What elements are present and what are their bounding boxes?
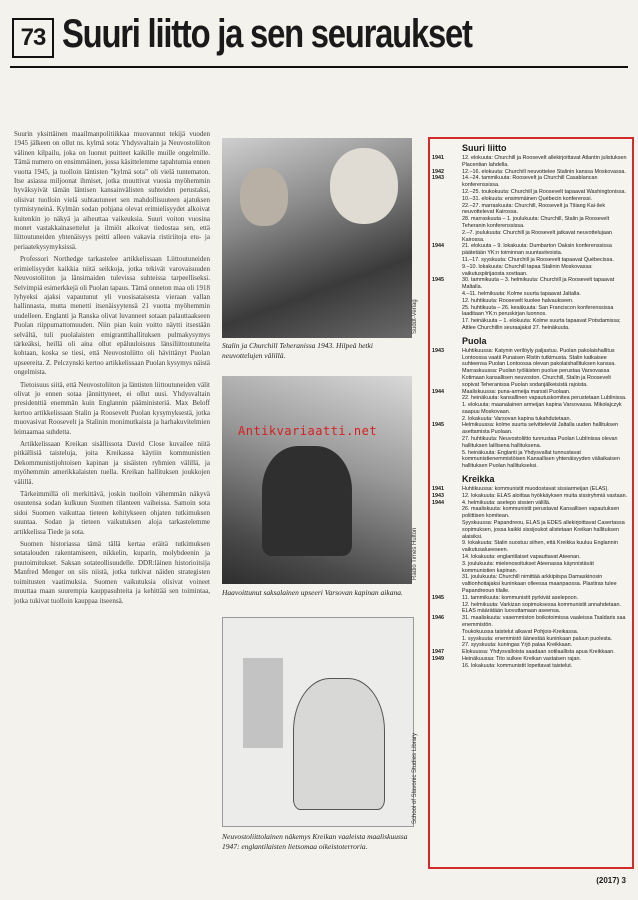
timeline-event bbox=[430, 389, 632, 396]
timeline-event bbox=[430, 264, 632, 278]
timeline-text: 17. heinäkuuta – 1. elokuuta: Kolme suurta tapaavat Potsdamissa; Attlee Churchillin seuraajaksi 27. heinäkuuta. bbox=[462, 318, 621, 331]
timeline-year bbox=[432, 402, 462, 416]
timeline-event bbox=[430, 506, 632, 520]
timeline-year: 1942 bbox=[432, 168, 444, 175]
timeline-event bbox=[430, 486, 632, 493]
timeline-event bbox=[430, 615, 632, 629]
timeline-year bbox=[432, 436, 462, 450]
timeline-event bbox=[430, 368, 632, 388]
timeline-year bbox=[432, 257, 462, 264]
timeline-text: 1. elokuuta: maanalainen armeijan kapina Varsovassa. Mikołajczyk saapuu Moskovaan. bbox=[462, 402, 622, 415]
timeline-year: 1944 bbox=[432, 388, 444, 395]
timeline-event bbox=[430, 230, 632, 244]
timeline-year bbox=[432, 203, 462, 217]
timeline-text: Huhtikuussa: Katynin verilöyly paljastuu. Puolan pakolaishallitus Lontoossa vaatii Punaisen Ristin tutkimusta. Stalin katkaisee suhteensa Puolan Lontoossa olevan pakolaishallituksen kanssa. bbox=[462, 347, 616, 368]
timeline-event bbox=[430, 169, 632, 176]
timeline-text: Huhtikuussa: kommunistit muodostavat sissiarmeijan (ELAS). bbox=[462, 486, 609, 493]
timeline-year bbox=[432, 540, 462, 554]
timeline-event bbox=[430, 291, 632, 298]
timeline-event bbox=[430, 277, 632, 291]
timeline-event bbox=[430, 642, 632, 649]
timeline-text: 11.–17. syyskuuta: Churchill ja Roosevelt tapaavat Québecissa. bbox=[462, 256, 614, 263]
photo-caption: Stalin ja Churchill Teheranissa 1943. Hilpeä hetki neuvottelujen välillä. bbox=[222, 341, 373, 360]
timeline-text: 27. huhtikuuta: Neuvostoliitto tunnustaa Puolan Lublinissa olevan hallituksen laillisena hallituksena. bbox=[462, 436, 618, 449]
timeline-year bbox=[432, 189, 462, 196]
timeline-text: 4.–11. helmikuuta: Kolme suurta tapaavat Jaltalla. bbox=[462, 290, 581, 297]
photo-credit: School of Slavonic Studies Library bbox=[412, 732, 418, 824]
photo-stalin-churchill bbox=[222, 138, 412, 338]
timeline-year bbox=[432, 520, 462, 540]
timeline-event bbox=[430, 540, 632, 554]
timeline-event bbox=[430, 298, 632, 305]
timeline-text: 11. tammikuuta: kommunistit pyrkivät aselepoon. bbox=[462, 594, 579, 601]
cartoon-figure bbox=[243, 658, 283, 748]
timeline-year: 1943 bbox=[432, 492, 444, 499]
timeline-year bbox=[432, 230, 462, 244]
article-paragraph: Suurin yksittäinen maailmanpolitiikkaa muovannut tekijä vuoden 1945 jälkeen on ollut ns. kylmä sota: Yhdysvaltain ja Neuvostoliiton välinen kilpailu, joka on luonut puitteet kaikille muille ongelmille. Tämä numero on ensimmäinen, jossa käsittelemme tapahtumia ennen vuotta 1945, ja tuolloin läntisten ”kylmä sota” oli vielä tuntematon. Itse asiassa miljoonat ihmiset, jotka muuttivat vuosia myöhemmin hyväksyivät tämän läntisen kansainvälisten suhteiden perustaksi, olisivat tuolloin vielä suhtautuneet sen mahdollisuuteen ajatuksen tyrmistyneinä. Kylmän sodan pohjana olevat erimielisyydet alkoivat kuitenkin jo näkyä ja aiheuttaa vaikeuksia. Suuri voiton vuosina monet vastakkainasettelut ja ilmiöt alkoivat tiedostaa sen, että liittoutuneiden yhtenäisyys peitti alleen vakavia ristiriitoja etu- ja periaatekysymyksissä. bbox=[14, 130, 210, 251]
timeline-text: 2. lokakuuta: Varsovan kapina tukahdutetaan. bbox=[462, 415, 571, 422]
timeline-year bbox=[432, 368, 462, 388]
timeline-year bbox=[432, 291, 462, 298]
timeline-text: 26. maaliskuuta: kommunistit perustavat Kansallisen vapautuksen poliittisen komitean. bbox=[462, 506, 620, 520]
photo-credit: Radio Times Hulton bbox=[412, 527, 418, 580]
timeline-event bbox=[430, 450, 632, 470]
timeline-event bbox=[430, 422, 632, 436]
timeline-year: 1945 bbox=[432, 277, 444, 284]
timeline-year bbox=[432, 196, 462, 203]
timeline-text: 22.–27. marraskuuta: Churchill, Roosevelt ja Tšiang Kai-šek neuvottelevat Kairossa. bbox=[462, 202, 606, 216]
timeline-text: 16. lokakuuta: kommunistit lopettavat taistelut. bbox=[462, 662, 573, 669]
timeline-event bbox=[430, 520, 632, 540]
timeline-text: 2.–7. joulukuuta: Churchill ja Roosevelt jatkavat neuvottelujaan Kairossa. bbox=[462, 229, 612, 243]
timeline-event bbox=[430, 348, 632, 368]
timeline-heading: Suuri liitto bbox=[462, 143, 507, 153]
timeline-text: 12. huhtikuuta: Roosevelt kuolee halvaukseen. bbox=[462, 297, 574, 304]
timeline-event bbox=[430, 636, 632, 643]
timeline-text: 28. marraskuuta – 1. joulukuuta: Churchill, Stalin ja Roosevelt Teheranin konferenssissa. bbox=[462, 216, 610, 229]
timeline-event bbox=[430, 189, 632, 196]
stalin-figure bbox=[240, 168, 288, 226]
article-paragraph: Professori Northedge tarkastelee artikkelissaan Liittoutuneiden erimielisyydet kaikkia niitä seikkoja, jotka tekivät varovaisuuden Neuvostoliiton ja länsimaiden tulevissa suhteissa tarpeelliseksi. Selvimpiä esimerkkejä oli Puolan tapaus. Tämä onneton maa oli 1918 lyhyeksi ajaksi vapautunut yli vuosisataisesta vieraan vallan hallinnasta, mutta menetti itsenäisyytensä 21 vuotta myöhemmin uudelleen. Englanti ja Ranska olivat luvanneet sotaan palauttaakseen Puolan riippumattomuuden. Niin pian kuin voitto näytti itsestään selvältä, tuli puolalaisten emigranttihallituksen pulmakysymys tärkeäksi, heillä oli aina ollut epäluuloisuus länsiliittoutuneita kohtaan, koska se tiesi, että Neuvostoliitto oli hävittänyt Puolan upseereita. Z. Pelczynski kertoo artikkelissaan Puolan kysymys näistä ongelmista. bbox=[14, 255, 210, 377]
header bbox=[10, 12, 630, 64]
timeline-text: 10.–31. elokuuta: ensimmäinen Québecin konferenssi. bbox=[462, 195, 593, 202]
article-column bbox=[14, 130, 210, 875]
timeline-event bbox=[430, 649, 632, 656]
timeline-year: 1949 bbox=[432, 655, 444, 662]
timeline-text: 1. syyskuuta: enemmistö äänestää kuninkaan paluun puolesta. bbox=[462, 635, 613, 642]
timeline-text: Helmikuussa: kolme suurta selvittelevät Jaltalla uuden hallituksen asettamista Puolaan. bbox=[462, 422, 619, 436]
timeline-year bbox=[432, 395, 462, 402]
timeline-panel bbox=[428, 137, 634, 869]
timeline-event bbox=[430, 243, 632, 257]
timeline-year bbox=[432, 298, 462, 305]
timeline-event bbox=[430, 500, 632, 507]
timeline-event bbox=[430, 663, 632, 670]
timeline-text: Elokuussa: Yhdysvalloista saadaan sotilaallista apua Kreikkaan. bbox=[462, 649, 615, 656]
page-number: (2017) 3 bbox=[596, 876, 626, 885]
timeline-year: 1945 bbox=[432, 422, 444, 429]
timeline-text: 31. maaliskuuta: vasemmiston boikotoimissa vaaleissa Tsaldaris saa enemmistön. bbox=[462, 615, 626, 628]
timeline-heading: Puola bbox=[462, 335, 487, 346]
timeline-text: 9. lokakuuta: Stalin suostuu siihen, että Kreikka kuuluu Englannin vaikutusalueeseen. bbox=[462, 540, 618, 554]
timeline-event bbox=[430, 395, 632, 402]
timeline-year: 1941 bbox=[432, 155, 444, 161]
timeline-text: 12. helmikuuta: Varkizan sopimuksessa kommunistit annahdetaan. ELAS määrätään luovuttamaan aseensa. bbox=[462, 601, 622, 615]
timeline-year bbox=[432, 636, 462, 643]
timeline-text: 12.–25. toukokuuta: Churchill ja Roosevelt tapaavat Washingtonissa. bbox=[462, 188, 627, 195]
timeline-year bbox=[432, 642, 462, 649]
issue-number: 73 bbox=[12, 18, 54, 58]
timeline-event bbox=[430, 216, 632, 230]
timeline-event bbox=[430, 554, 632, 561]
timeline-year: 1943 bbox=[432, 175, 444, 182]
timeline-year: 1945 bbox=[432, 594, 444, 601]
timeline-text: Marraskuussa: Puolan työläisten puolue perustaa Varsovassa Kotimaan kansallisen neuvoston. Churchill, Stalin ja Roosevelt sopivat Teheranissa Puolan sodanjälkeisistä rajoista. bbox=[462, 368, 611, 388]
timeline-year bbox=[432, 574, 462, 594]
timeline-text: 12.–16. elokuuta: Churchill neuvottelee Stalinin kanssa Moskovassa. bbox=[462, 168, 626, 175]
timeline-event bbox=[430, 175, 632, 189]
timeline-year bbox=[432, 450, 462, 470]
timeline-text: Heinäkuussa: Tito sulkee Kreikan vastaisen rajan. bbox=[462, 655, 581, 662]
timeline-text: 9.–10. lokakuuta: Churchill tapaa Stalinin Moskovassa: vaikutuspiirijaosta sovitaan. bbox=[462, 263, 593, 277]
timeline-text: 14.–24. tammikuuta: Roosevelt ja Churchill Casablancan konferenssissa. bbox=[462, 175, 598, 189]
timeline-text: 21. elokuuta – 9. lokakuuta: Dumbarton Oaksin konferenssissa päätetään YK:n toiminnan suuntaviivoista. bbox=[462, 243, 612, 257]
timeline-event bbox=[430, 402, 632, 416]
timeline-event bbox=[430, 305, 632, 319]
cartoon-figure bbox=[293, 678, 385, 810]
article-paragraph: Artikkelissaan Kreikan sisällissota David Close kuvailee niitä pitkällisiä taisteluja, joita Kreikassa käytiin kommunistien Dekommunistijohtoisen kapinan ja sisäisten ryhmien välillä, ja myöhemmin amerikkalaisten tuella. Kreikan hallituksen joukkojen välillä. bbox=[14, 440, 210, 486]
page-title: Suuri liitto ja sen seuraukset bbox=[62, 12, 472, 56]
article-paragraph: Tietoisuus siitä, että Neuvostoliiton ja läntisten liittoutuneiden välit olivat jo ennen sotaa jännittyneet, ei ollut uusi. Yhdysvaltain presidenttiä enemmän kuin Englannin pääministeriä. Max Beloff kertoo artikkelissaan Stalin ja Roosevelt Puolan kysymyksestä, jotka muovasivat Roosevelt ja Stalinin monimutkaista ja harhakuvitelmien leimaamaa suhdetta. bbox=[14, 380, 210, 436]
photo-wounded-officer bbox=[222, 376, 412, 584]
timeline-text: 30. tammikuuta – 3. helmikuuta: Churchill ja Roosevelt tapaavat Maltalla. bbox=[462, 277, 615, 291]
timeline-year bbox=[432, 305, 462, 319]
timeline-text: 14. lokakuuta: englantilaiset vapauttavat Ateenan. bbox=[462, 554, 581, 561]
watermark: Antikvariaatti.net bbox=[238, 424, 378, 438]
timeline-event bbox=[430, 595, 632, 602]
timeline-year bbox=[432, 506, 462, 520]
timeline-year bbox=[432, 602, 462, 616]
timeline-text: 3. joulukuuta: mielenosoitukset Ateenassa käynnistävät kommunistien kapinan. bbox=[462, 560, 594, 574]
timeline-year bbox=[432, 561, 462, 575]
timeline-event bbox=[430, 656, 632, 663]
photo-caption: Haavoittunut saksalainen upseeri Varsovan kapinan aikana. bbox=[222, 588, 403, 597]
title-rule bbox=[10, 66, 628, 68]
timeline-year bbox=[432, 663, 462, 670]
timeline-event bbox=[430, 561, 632, 575]
timeline-year: 1946 bbox=[432, 615, 444, 622]
timeline-event bbox=[430, 203, 632, 217]
photo-caption: Neuvostoliittolainen näkemys Kreikan vaaleista maaliskuussa 1947: englantilaisten lietsomaa oikeistoterroria. bbox=[222, 832, 408, 851]
timeline-text: 4. helmikuuta: aselepo sissien välillä. bbox=[462, 499, 551, 506]
timeline-text: 27. syyskuuta: kuningas Yrjö palaa Kreikkaan. bbox=[462, 642, 573, 649]
article-paragraph: Tärkeimmillä oli merkittävä, joskin tuolloin vähemmän näkyvä osuutensa sodan kulkuun Suomen tilanteen vaiheissa. Samoin sota sidoi Suomen vaikuttaa tieteen kehitykseen ohjaten tutkimuksen suuntaa. Sodan ja tieteen vaikutuksen aloja tarkastelemme artikkelissa Tiede ja sota. bbox=[14, 490, 210, 536]
churchill-figure bbox=[330, 148, 398, 224]
timeline-event bbox=[430, 318, 632, 332]
timeline-event bbox=[430, 629, 632, 636]
timeline-year: 1943 bbox=[432, 347, 444, 354]
article-paragraph: Suomen historiassa tämä tällä kertaa eräitä tutkimuksen sotatalouden rakentamiseen, nikkelin, kuparin, molybdeenin ja puutoimitukset. Saksan sotateollisuudelle. DDR:läinen historioitsija Manfred Menger on siis niistä, jotka tutkivat näiden strategisten toimitusten vaatimuksia. Suomen vaikutuksia olisivat voineet muuttaa maan suurempia kauppasuhteita ja kehittää sen toimintaa, jotka tukivat tuolloin kauppaa itseensä. bbox=[14, 540, 210, 605]
photo-credit: Süddt-Verlag bbox=[412, 299, 418, 334]
timeline-year bbox=[432, 416, 462, 423]
officer-figure bbox=[262, 446, 352, 556]
timeline-year bbox=[432, 554, 462, 561]
timeline-event bbox=[430, 155, 632, 169]
timeline-event bbox=[430, 196, 632, 203]
timeline-year bbox=[432, 629, 462, 636]
timeline-event bbox=[430, 416, 632, 423]
timeline-year bbox=[432, 318, 462, 332]
timeline-text: Maaliskuussa: puna-armeija marssii Puolaan. bbox=[462, 388, 571, 395]
timeline-text: 5. heinäkuuta: Englanti ja Yhdysvallat tunnustavat kommunistienemmistöisen Kansallisen yhtenäisyyden väliaikaisen hallituksen Puolan hallitukseksi. bbox=[462, 449, 620, 470]
timeline-year bbox=[432, 264, 462, 278]
timeline-heading: Kreikka bbox=[462, 474, 495, 485]
timeline-event bbox=[430, 493, 632, 500]
timeline-text: 12. elokuuta: Churchill ja Roosevelt allekirjoittavat Atlantin julistuksen Placentian lahdella. bbox=[462, 155, 627, 168]
timeline-event bbox=[430, 574, 632, 594]
timeline-event bbox=[430, 436, 632, 450]
timeline-text: 12. lokakuuta: ELAS aloittaa hyökkäyksen muita sissiryhmiä vastaan. bbox=[462, 492, 628, 499]
timeline-event bbox=[430, 257, 632, 264]
timeline-event bbox=[430, 602, 632, 616]
timeline-year bbox=[432, 216, 462, 230]
timeline-text: 31. joulukuuta: Churchill nimittää arkkipiispa Damaskinosin valtionhoitajaksi kuninkaan olleessa maanpaossa. Plastiras tulee Papandreoun tilalle. bbox=[462, 574, 617, 595]
timeline-year: 1944 bbox=[432, 499, 444, 506]
photo-soviet-cartoon bbox=[222, 617, 414, 827]
timeline-year: 1947 bbox=[432, 649, 444, 656]
timeline-year: 1941 bbox=[432, 486, 444, 493]
timeline-text: Syyskuussa: Papandreou, ELAS ja EDES allekirjoittavat Casertassa sopimuksen, jossa kaikki sissijoukot alistetaan Kreikan hallituksen alaisiksi. bbox=[462, 520, 625, 540]
timeline-text: Toukokuussa taistelut alkavat Pohjois-Kreikassa. bbox=[462, 628, 579, 635]
timeline-year: 1944 bbox=[432, 243, 444, 250]
timeline-text: 22. heinäkuuta: kansallinen vapautuskomitea perustetaan Lublinissa. bbox=[462, 395, 627, 402]
timeline-text: 25. huhtikuuta – 26. kesäkuuta: San Franciscon konferenssissa laaditaan YK:n peruskirjan luonnos. bbox=[462, 304, 614, 318]
